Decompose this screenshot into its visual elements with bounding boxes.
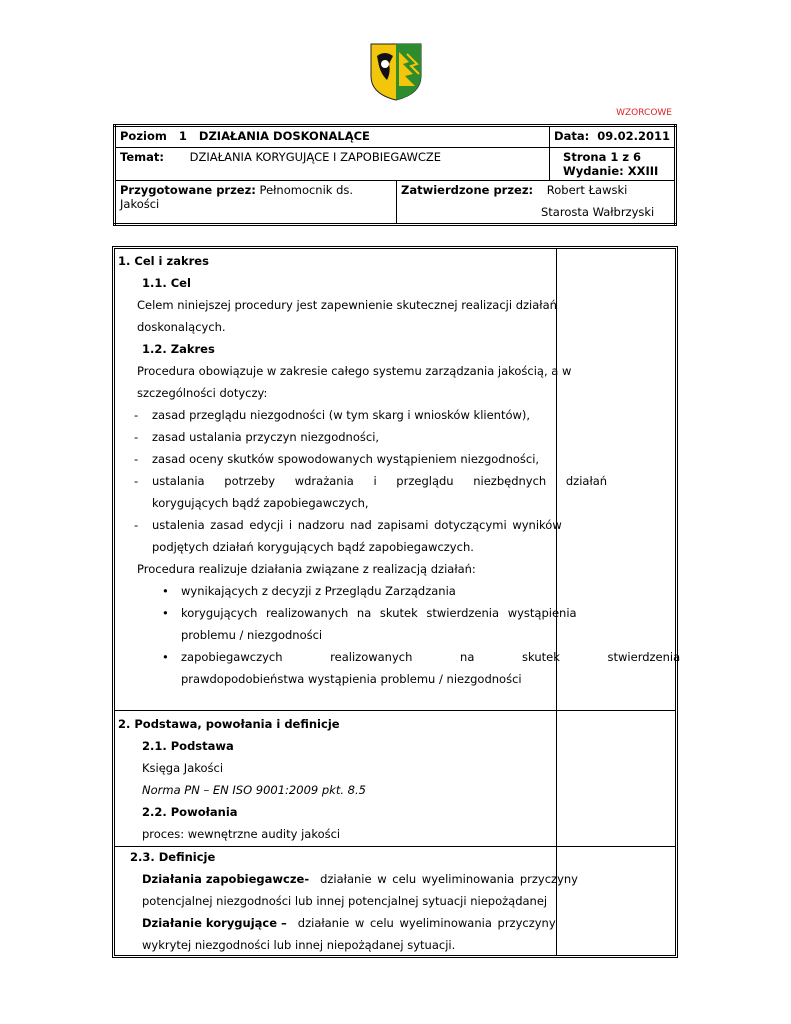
definition-1-continuation: potencjalnej niezgodności lub innej potencjalnej sytuacji niepożądanej [142,894,548,908]
edition: Wydanie: XXIII [563,164,659,178]
bullet-marker: • [162,650,169,664]
approved-by-name: Robert Ławski [546,183,628,197]
subsection-definicje-title: 2.3. Definicje [130,850,216,864]
level-label: Poziom [120,129,167,143]
proces-text: proces: wewnętrzne audity jakości [142,827,341,841]
dash-item: zasad ustalania przyczyn niezgodności, [152,430,380,444]
dash-marker: - [134,518,139,532]
definition-1-term: Działania zapobiegawcze- [142,872,310,886]
definition-2-text: działanie w celu wyeliminowania przyczyny [297,916,556,930]
dash-item: ustalania potrzeby wdrażania i przeglądu niezbędnych działań [152,474,608,488]
subsection-zakres-title: 1.2. Zakres [142,342,215,356]
level-title: DZIAŁANIA DOSKONALĄCE [198,129,370,143]
template-stamp: WZORCOWE [616,108,672,118]
row-divider [115,846,675,847]
dash-marker: - [134,452,139,466]
approved-by-label: Zatwierdzone przez: [401,183,534,197]
zakres-line-2: szczególności dotyczy: [137,386,268,400]
norma-text: Norma PN – EN ISO 9001:2009 pkt. 8.5 [142,783,366,797]
dash-item-continuation: korygujących bądź zapobiegawczych, [152,496,369,510]
approved-by-cell [397,181,676,225]
date-value: 09.02.2011 [597,129,670,143]
dash-item: ustalenia zasad edycji i nadzoru nad zapisami dotyczącymi wyników [152,518,562,532]
page-info-cell [550,148,676,181]
dash-marker: - [134,474,139,488]
cel-line-1: Celem niniejszej procedury jest zapewnienie skutecznej realizacji działań [137,298,557,312]
date-label: Data: [554,129,590,143]
section-1-title: 1. Cel i zakres [118,254,209,268]
subject-label: Temat: [120,150,164,164]
definition-2-term: Działanie korygujące – [142,916,287,930]
page-number: Strona 1 z 6 [563,150,642,164]
definition-2-continuation: wykrytej niezgodności lub innej niepożądanej sytuacji. [142,938,456,952]
bullet-item: wynikających z decyzji z Przeglądu Zarządzania [181,584,456,598]
level-cell [115,126,550,148]
subsection-podstawa-title: 2.1. Podstawa [142,739,234,753]
level-number: 1 [178,129,187,143]
bullet-item: korygujących realizowanych na skutek stwierdzenia wystąpienia [181,606,577,620]
cel-line-2: doskonalących. [137,320,226,334]
approved-by-role: Starosta Wałbrzyski [541,205,655,219]
dash-item: zasad przeglądu niezgodności (w tym skarg i wniosków klientów), [152,408,531,422]
subject-cell [115,148,550,181]
dash-marker: - [134,430,139,444]
prepared-by-value: Pełnomocnik ds. Jakości [120,183,354,211]
bullet-marker: • [162,584,169,598]
date-cell [550,126,676,148]
subsection-cel-title: 1.1. Cel [142,276,191,290]
subject-value: DZIAŁANIA KORYGUJĄCE I ZAPOBIEGAWCZE [189,150,442,164]
definition-1 [142,872,578,886]
bullet-item: zapobiegawczych realizowanych na skutek stwierdzenia [181,650,681,664]
ksiega-text: Księga Jakości [142,761,224,775]
definition-1-text: działanie w celu wyeliminowania przyczyny [320,872,578,886]
prepared-by-cell [115,181,397,225]
definition-2 [142,916,556,930]
section-2-title: 2. Podstawa, powołania i definicje [118,717,340,731]
bullet-marker: • [162,606,169,620]
dash-item: zasad oceny skutków spowodowanych wystąpieniem niezgodności, [152,452,540,466]
dash-item-continuation: podjętych działań korygujących bądź zapobiegawczych. [152,540,474,554]
column-divider [556,249,557,955]
bullet-item-continuation: prawdopodobieństwa wystąpienia problemu / niezgodności [181,672,522,686]
bullet-item-continuation: problemu / niezgodności [181,628,323,642]
coat-of-arms-emblem [369,42,423,102]
realizuje-text: Procedura realizuje działania związane z realizacją działań: [137,562,476,576]
prepared-by-label: Przygotowane przez: [120,183,256,197]
row-divider [115,710,675,711]
procedure-content-table [112,246,681,958]
document-header-table [113,124,677,226]
subsection-powolania-title: 2.2. Powołania [142,805,238,819]
dash-marker: - [134,408,139,422]
zakres-line-1: Procedura obowiązuje w zakresie całego systemu zarządzania jakością, a w [137,364,572,378]
